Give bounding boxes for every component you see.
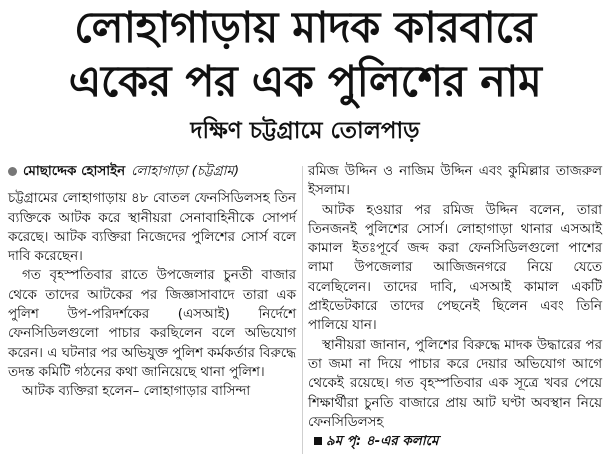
paragraph: আটক হওয়ার পর রমিজ উদ্দিন বলেন, তারা তিনজনই পুলিশের সোর্স। লোহাগাড়া থানার এসআই কামাল ইতঃপূর্বে জব্দ করা ফেনসিডিলগুলো পাশের লামা উপজেলার আজিজনগরে নিয়ে যেতে বলেছিলেন। তাদের দাবি, এসআই কামাল একটি প্রাইভেটকারে তাদের পেছনেই ছিলেন এবং তিনি পালিয়ে যান। [308, 202, 602, 334]
article-column-left [8, 162, 296, 402]
subheadline: দক্ষিণ চট্টগ্রামে তোলপাড় [190, 118, 420, 144]
column-divider [302, 166, 303, 454]
bullet-icon [8, 167, 17, 176]
continuation-text: ৯ম পৃ: ৪-এর কলামে [326, 434, 439, 450]
headline-line-2: একের পর এক পুলিশের নাম [68, 57, 542, 107]
headline-line-1: লোহাগাড়ায় মাদক কারবারে [74, 3, 536, 53]
square-bullet-icon [314, 437, 322, 445]
reporter-location: লোহাগাড়া (চট্টগ্রাম) [131, 164, 240, 179]
paragraph: চট্টগ্রামের লোহাগাড়ায় ৪৮ বোতল ফেনসিডিলসহ তিন ব্যক্তিকে আটক করে স্থানীয়রা সেনাবাহিনীকে সোপর্দ করেছে। আটক ব্যক্তিরা নিজেদের পুলিশের সোর্স বলে দাবি করেছেন। [8, 191, 296, 265]
reporter-name: মোছাদ্দেক হোসাইন [23, 164, 126, 179]
paragraph: গত বৃহস্পতিবার রাতে উপজেলার চুনতী বাজার থেকে তাদের আটকের পর জিজ্ঞাসাবাদে তারা এক পুলিশ উপ-পরিদর্শকের (এসআই) নির্দেশে ফেনসিডিলগুলো পাচার করছিলেন বলে অভিযোগ করেন। এ ঘটনার পর অভিযুক্ত পুলিশ কর্মকর্তার বিরুদ্ধে তদন্ত কমিটি গঠনের কথা জানিয়েছে থানা পুলিশ। [8, 268, 296, 380]
paragraph: স্থানীয়রা জানান, পুলিশের বিরুদ্ধে মাদক উদ্ধারের পর তা জমা না দিয়ে পাচার করে দেয়ার অভিযোগ আগে থেকেই রয়েছে। গত বৃহস্পতিবার এক সূত্রে খবর পেয়ে শিক্ষার্থীরা চুনতি বাজারে প্রায় আট ঘণ্টা অবস্থান নিয়ে ফেনসিডিলসহ [308, 337, 602, 430]
paragraph: আটক ব্যক্তিরা হলেন– লোহাগাড়ার বাসিন্দা [22, 384, 251, 400]
article-column-right [308, 162, 602, 451]
continuation-note [308, 432, 602, 451]
paragraph: রমিজ উদ্দিন ও নাজিম উদ্দিন এবং কুমিল্লার তাজরুল ইসলাম। [308, 164, 602, 199]
byline [8, 162, 296, 181]
